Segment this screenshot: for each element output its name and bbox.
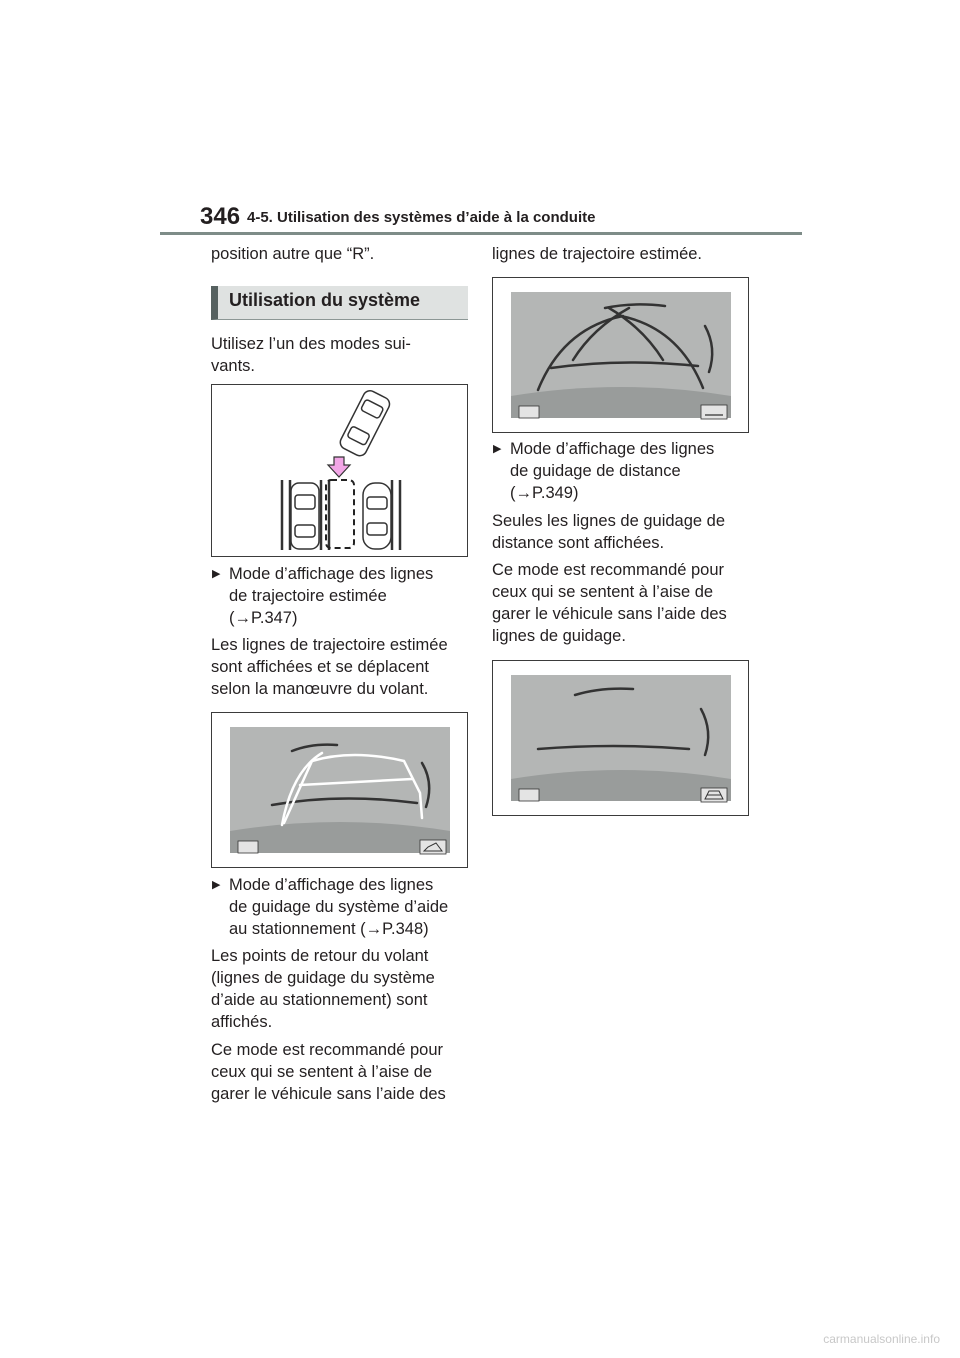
watermark: carmanualsonline.info [823,1332,940,1346]
desc2-line1: Les points de retour du volant [211,947,429,965]
sensor-icon [238,841,258,853]
bullet1-line2: de trajectoire estimée [229,587,387,605]
parked-car-right [363,483,391,549]
distance-guide-screen [493,661,748,815]
bullet-parking-assist-mode [212,874,472,940]
bullet3-line2: de guidage de distance [510,462,681,480]
intro-text-line-2: vants. [211,357,256,375]
header-rule [160,232,802,235]
desc5-line1: Ce mode est recommandé pour [492,561,725,579]
mode-switch-icon [420,840,446,854]
parking-diagram-figure [211,384,468,557]
reversing-car [338,388,392,458]
intro-text-line-1: Utilisez l’un des modes sui- [211,335,411,353]
desc3-line2: ceux qui se sentent à l’aise de [211,1063,433,1081]
parking-diagram [212,385,467,556]
desc-recommendation-left [211,1039,471,1105]
pink-arrow-icon [328,457,350,477]
desc5-line4: lignes de guidage. [492,627,626,645]
desc4-line1: Seules les lignes de guidage de [492,512,726,530]
bullet3-line1: Mode d’affichage des lignes [510,440,715,458]
desc4-line2: distance sont affichées. [492,534,665,552]
desc-recommendation-right [492,559,752,647]
desc2-line4: affichés. [211,1013,273,1031]
bullet2-line2: de guidage du système d’aide [229,898,449,916]
bullet-estimated-path-mode [212,563,472,629]
desc2-line2: (lignes de guidage du système [211,969,435,987]
sub-heading [211,286,468,320]
desc2-line3: d’aide au stationnement) sont [211,991,428,1009]
desc5-line2: ceux qui se sentent à l’aise de [492,583,714,601]
section-title: 4-5. Utilisation des systèmes d’aide à la conduite [247,209,596,226]
desc-distance-guide [492,510,752,554]
estimated-path-screen [212,713,467,867]
estimated-path-screen-figure [211,712,468,868]
parked-car-left [291,483,319,549]
bullet1-line3: (→P.347) [229,609,298,627]
parking-assist-screen [493,278,748,432]
sub-heading-label: Utilisation du système [229,290,421,310]
desc1-line3: selon la manœuvre du volant. [211,680,429,698]
desc1-line1: Les lignes de trajectoire estimée [211,636,448,654]
desc-parking-assist [211,945,471,1033]
bullet1-line1: Mode d’affichage des lignes [229,565,434,583]
bullet-triangle-icon: ▶ [493,443,502,455]
desc3-line1: Ce mode est recommandé pour [211,1041,444,1059]
bullet2-line1: Mode d’affichage des lignes [229,876,434,894]
bullet3-line3: (→P.349) [510,484,579,502]
bullet-triangle-icon: ▶ [212,568,221,580]
continued-line: lignes de trajectoire estimée. [492,245,703,263]
mode-switch-icon [701,405,727,419]
parking-assist-screen-figure [492,277,749,433]
bullet-triangle-icon: ▶ [212,879,221,891]
desc1-line2: sont affichées et se déplacent [211,658,430,676]
sensor-icon [519,789,539,801]
desc5-line3: garer le véhicule sans l’aide des [492,605,727,623]
intro-line: position autre que “R”. [211,245,375,263]
bullet2-line3: au stationnement (→P.348) [229,920,429,938]
page-number: 346 [200,203,241,230]
bullet-distance-guide-mode [493,438,753,504]
desc3-line3: garer le véhicule sans l’aide des [211,1085,446,1103]
distance-guide-screen-figure [492,660,749,816]
sensor-icon [519,406,539,418]
desc-estimated-path [211,634,471,700]
